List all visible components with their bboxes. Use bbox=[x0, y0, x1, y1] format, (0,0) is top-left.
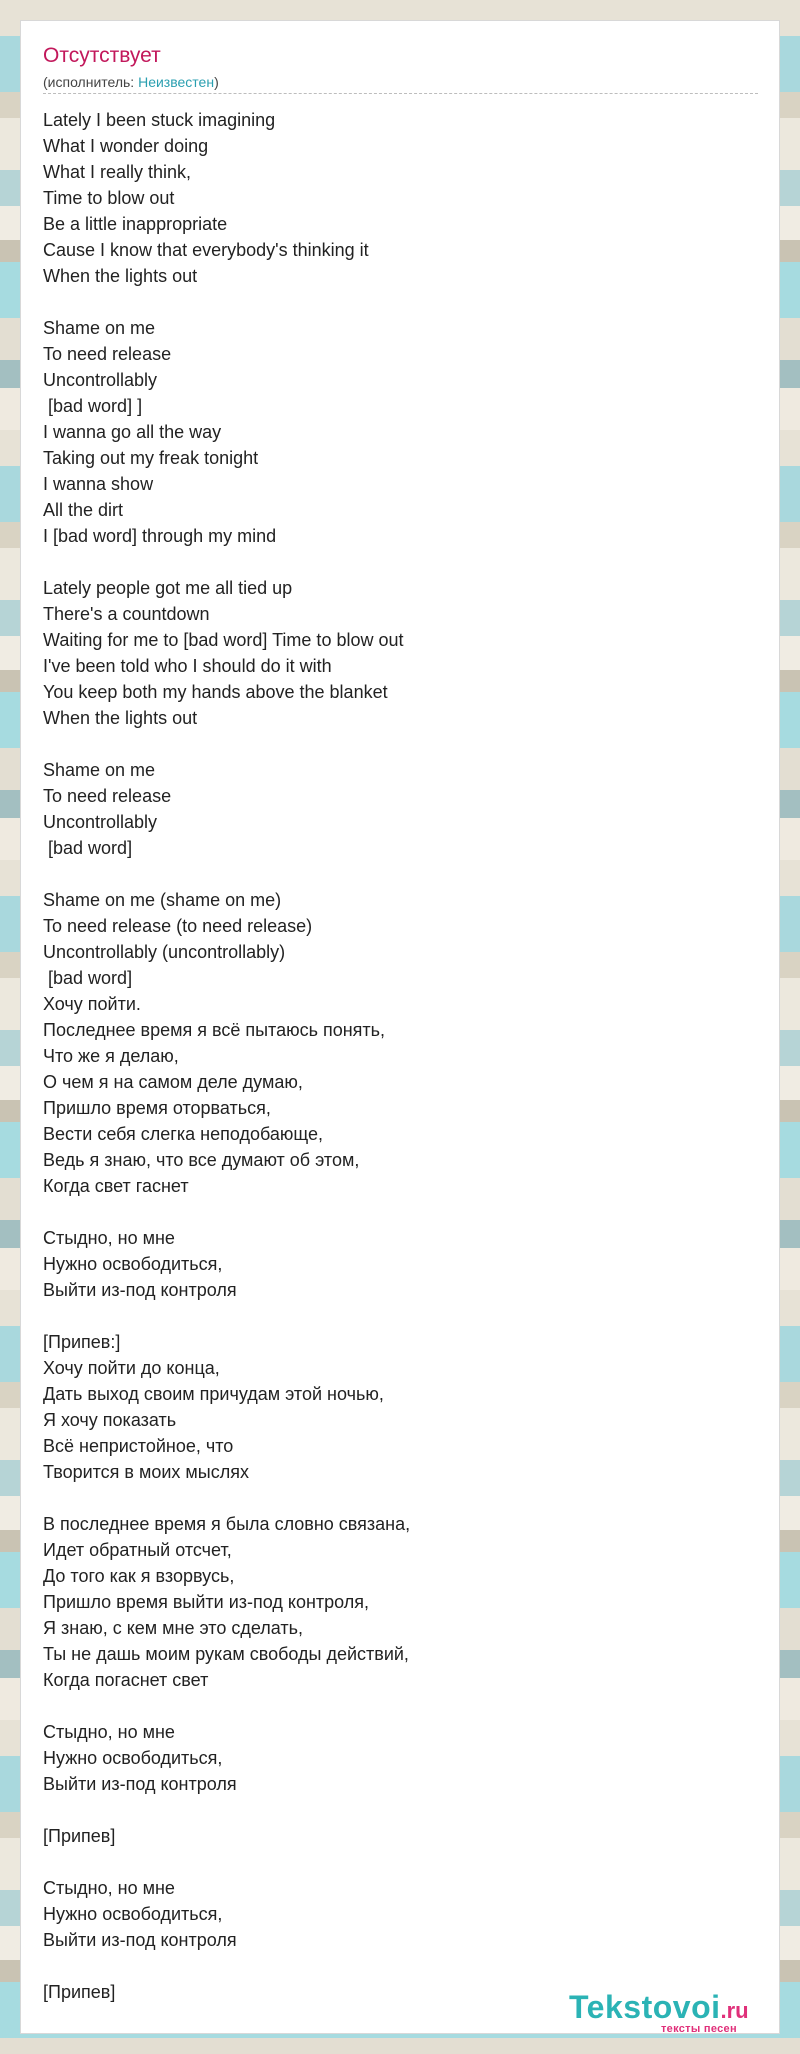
performer-line bbox=[43, 73, 219, 91]
logo-word: Tekstovoi bbox=[569, 1989, 721, 2025]
performer-prefix: (исполнитель: bbox=[43, 74, 139, 90]
song-title: Отсутствует bbox=[43, 44, 161, 67]
lyrics-text: Lately I been stuck imagining What I wonder doing What I really think, Time to blow out Be a little inappropriate Cause I know that everybody's thinking it When the lights out Shame on me To need release Uncontrollably [bad word] ] I wanna go all the way Taking out my freak tonight I wanna show All the dirt I [bad word] through my mind Lately people got me all tied up There's a countdown Waiting for me to [bad word] Time to blow out I've been told who I should do it with You keep both my hands above the blanket When the lights out Shame on me To need release Uncontrollably [bad word] Shame on me (shame on me) To need release (to need release) Uncontrollably (uncontrollably) [bad word] Хочу пойти. Последнее время я всё пытаюсь понять, Что же я делаю, О чем я на самом деле думаю, Пришло время оторваться, Вести себя слегка неподобающе, Ведь я знаю, что все думают об этом, Когда свет гаснет Стыдно, но мне Нужно освободиться, Выйти из-под контроля [Припев:] Хочу пойти до конца, Дать выход своим причудам этой ночью, Я хочу показать Всё непристойное, что Творится в моих мыслях В последнее время я была словно связана, Идет обратный отсчет, До того как я взорвусь, Пришло время выйти из-под контроля, Я знаю, с кем мне это сделать, Ты не дашь моим рукам свободы действий, Когда погаснет свет Стыдно, но мне Нужно освободиться, Выйти из-под контроля [Припев] Стыдно, но мне Нужно освободиться, Выйти из-под контроля [Припев] bbox=[43, 110, 411, 2002]
logo-tld: .ru bbox=[720, 1998, 749, 2023]
site-logo[interactable] bbox=[569, 1989, 769, 2037]
performer-link[interactable]: Неизвестен bbox=[138, 74, 215, 90]
lyrics-card bbox=[20, 20, 780, 2034]
logo-tagline: тексты песен bbox=[661, 2023, 737, 2035]
performer-suffix: ) bbox=[214, 74, 219, 90]
dashed-divider bbox=[43, 93, 758, 94]
